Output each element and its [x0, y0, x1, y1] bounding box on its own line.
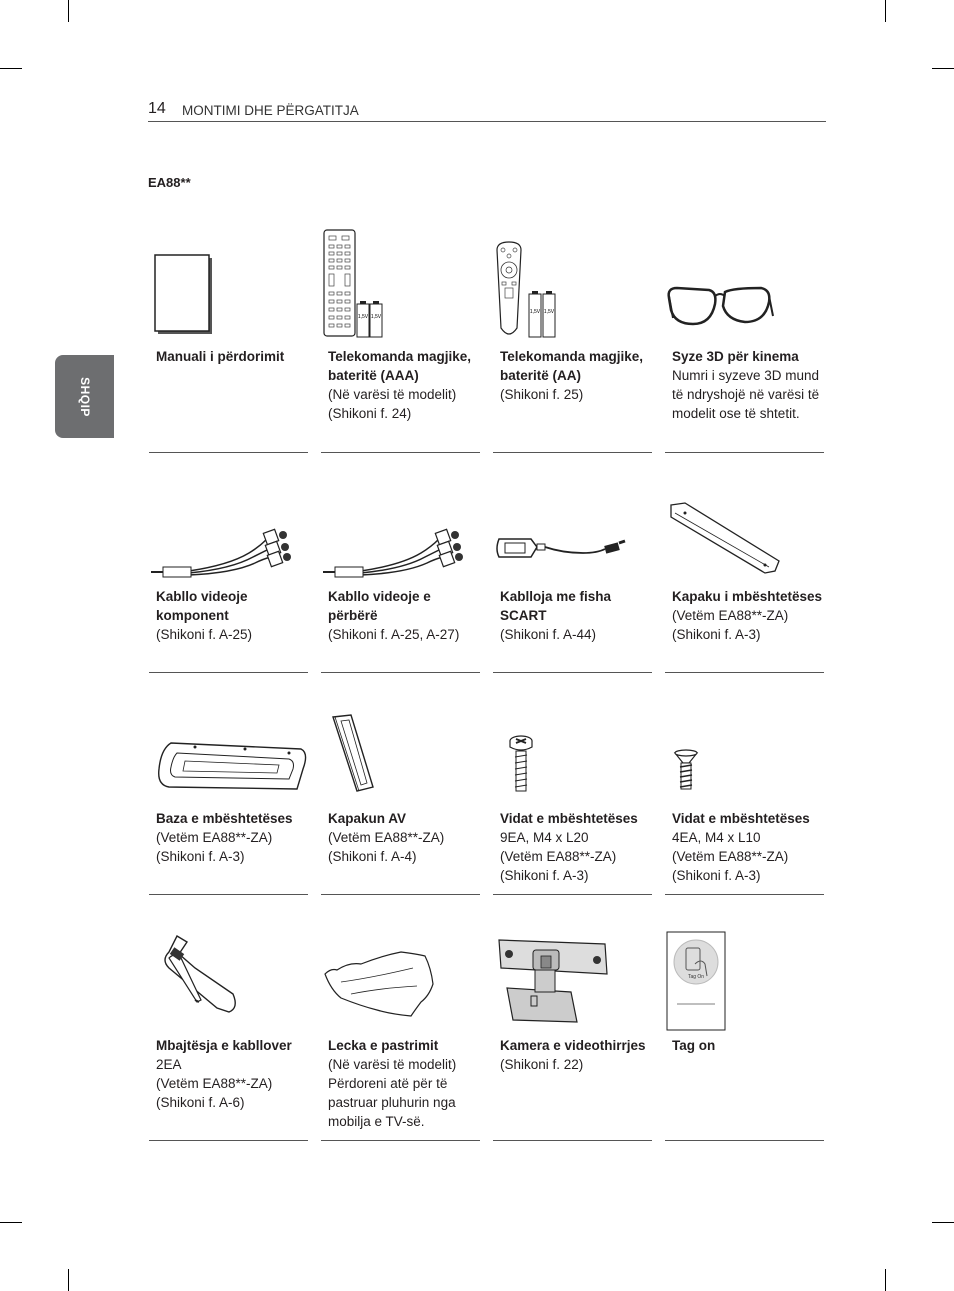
item-name: Baza e mbështetëses [156, 811, 293, 826]
item-name: Telekomanda magjike, bateritë (AAA) [328, 349, 472, 383]
item-remote-aa [493, 220, 652, 453]
battery-label: 1,5V [529, 309, 541, 315]
glasses-illustration [665, 220, 824, 345]
composite-cable-illustration [321, 495, 480, 590]
crop-mark [0, 68, 22, 69]
item-rule [493, 452, 652, 453]
item-rule [321, 452, 480, 453]
language-label: SHQIP [77, 376, 92, 417]
item-desc: 9EA, M4 x L20 (Vetëm EA88**-ZA) (Shikoni f. A-3) [500, 830, 617, 883]
item-name: Kabllo videoje komponent [156, 589, 248, 623]
item-rule [665, 1140, 824, 1141]
video-camera-illustration [493, 928, 652, 1036]
item-rule [149, 452, 308, 453]
item-name: Kamera e videothirrjes [500, 1038, 646, 1053]
item-name: Mbajtësja e kabllover [156, 1038, 292, 1053]
item-name: Syze 3D për kinema [672, 349, 799, 364]
item-rule [493, 1140, 652, 1141]
item-desc: (Shikoni f. A-25) [156, 627, 253, 642]
item-desc: Numri i syzeve 3D mund të ndryshojë në varësi të modelit ose të shtetit. [672, 368, 820, 421]
item-component-cable [149, 495, 308, 673]
item-glasses [665, 220, 824, 453]
item-rule [665, 672, 824, 673]
item-desc: 4EA, M4 x L10 (Vetëm EA88**-ZA) (Shikoni f. A-3) [672, 830, 789, 883]
item-name: Kablloja me fisha SCART [500, 589, 612, 623]
item-remote-aaa [321, 220, 480, 453]
item-stand-cover [665, 495, 824, 673]
item-name: Lecka e pastrimit [328, 1038, 439, 1053]
item-scart-cable [493, 495, 652, 673]
item-desc: 2EA (Vetëm EA88**-ZA) (Shikoni f. A-6) [156, 1057, 273, 1110]
item-rule [149, 894, 308, 895]
crop-mark [68, 1269, 69, 1291]
page-number: 14 [148, 100, 166, 117]
item-name: Kapaku i mbështetëses [672, 589, 823, 604]
item-screws-4 [665, 713, 824, 895]
item-name: Telekomanda magjike, bateritë (AA) [500, 349, 644, 383]
crop-mark [932, 68, 954, 69]
component-cable-illustration [149, 495, 308, 590]
crop-mark [0, 1222, 22, 1223]
item-av-cover [321, 713, 480, 895]
tag-on-illustration [665, 928, 824, 1036]
cleaning-cloth-illustration [321, 928, 480, 1036]
item-manual [149, 220, 308, 453]
item-rule [665, 452, 824, 453]
cable-holder-illustration [149, 928, 308, 1036]
item-name: Kabllo videoje e përbërë [328, 589, 431, 623]
crop-mark [932, 1222, 954, 1223]
item-name: Tag on [672, 1038, 716, 1053]
stand-cover-illustration [665, 495, 824, 590]
item-desc: (Shikoni f. A-25, A-27) [328, 627, 460, 642]
item-desc: (Shikoni f. 22) [500, 1057, 584, 1072]
screw-short-illustration [665, 713, 824, 808]
item-name: Vidat e mbështetëses [672, 811, 810, 826]
item-desc: (Vetëm EA88**-ZA) (Shikoni f. A-3) [672, 608, 789, 642]
item-rule [493, 894, 652, 895]
item-desc: (Në varësi të modelit) Përdoreni atë për të pastruar pluhurin nga mobilja e TV-së. [328, 1057, 457, 1129]
item-name: Vidat e mbështetëses [500, 811, 638, 826]
item-rule [321, 1140, 480, 1141]
crop-mark [68, 0, 69, 22]
item-name: Manuali i përdorimit [156, 349, 285, 364]
item-name: Kapakun AV [328, 811, 407, 826]
crop-mark [885, 1269, 886, 1291]
item-screws-9 [493, 713, 652, 895]
item-desc: (Vetëm EA88**-ZA) (Shikoni f. A-4) [328, 830, 445, 864]
item-rule [493, 672, 652, 673]
remote-aa-illustration [493, 220, 652, 345]
item-composite-cable [321, 495, 480, 673]
item-desc: (Shikoni f. 25) [500, 387, 584, 402]
item-rule [321, 672, 480, 673]
item-tag-on [665, 928, 824, 1141]
remote-aaa-illustration [321, 220, 480, 345]
item-desc: (Në varësi të modelit) (Shikoni f. 24) [328, 387, 457, 421]
section-title: MONTIMI DHE PËRGATITJA [182, 103, 359, 118]
item-desc: (Shikoni f. A-44) [500, 627, 597, 642]
item-stand-base [149, 713, 308, 895]
header-rule [148, 121, 826, 122]
manual-illustration [149, 220, 308, 345]
item-rule [149, 1140, 308, 1141]
crop-mark [885, 0, 886, 22]
model-heading: EA88** [148, 175, 191, 190]
screw-long-illustration [493, 713, 652, 808]
tag-on-label: Tag On [687, 974, 705, 980]
battery-label: 1,5V [370, 314, 382, 320]
item-cloth [321, 928, 480, 1141]
item-desc: (Vetëm EA88**-ZA) (Shikoni f. A-3) [156, 830, 273, 864]
item-rule [321, 894, 480, 895]
language-side-tab [55, 355, 114, 438]
stand-base-illustration [149, 713, 308, 808]
item-rule [149, 672, 308, 673]
item-rule [665, 894, 824, 895]
battery-label: 1,5V [543, 309, 555, 315]
battery-label: 1,5V [357, 314, 369, 320]
item-cable-holder [149, 928, 308, 1141]
av-cover-illustration [321, 713, 480, 808]
scart-cable-illustration [493, 495, 652, 590]
item-camera [493, 928, 652, 1141]
